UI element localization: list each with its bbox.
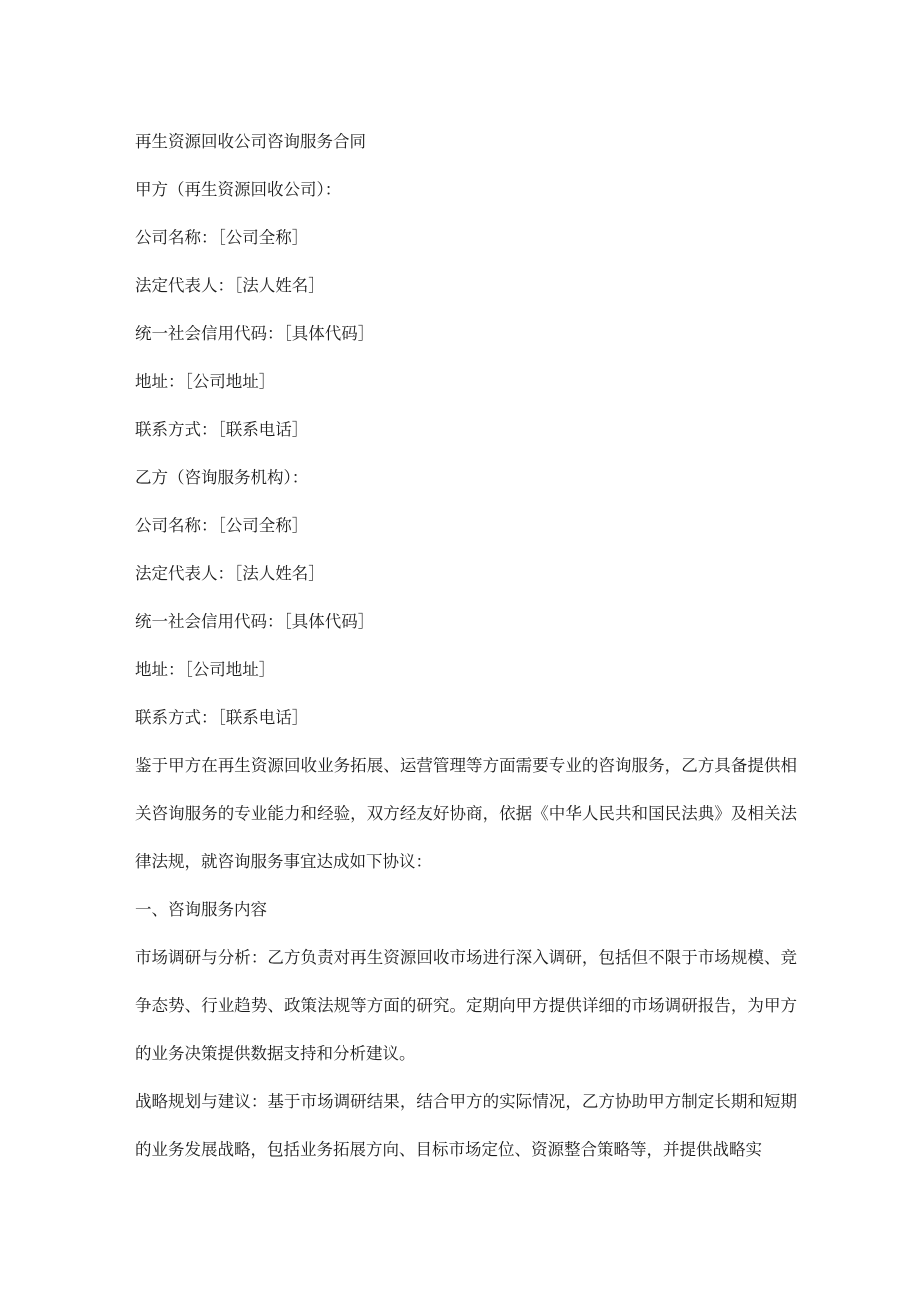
party-b-credit-code: 统一社会信用代码：［具体代码］ (135, 612, 375, 631)
document-body (135, 118, 797, 1174)
item-strategy: 战略规划与建议：基于市场调研结果，结合甲方的实际情况，乙方协助甲方制定长期和短期的业务发展战略，包括业务拓展方向、目标市场定位、资源整合策略等，并提供战略实 (135, 1092, 797, 1159)
party-b-contact: 联系方式：［联系电话］ (135, 708, 309, 727)
party-a-address: 地址：［公司地址］ (135, 372, 276, 391)
party-a-company-name: 公司名称：［公司全称］ (135, 228, 309, 247)
item-market-research: 市场调研与分析：乙方负责对再生资源回收市场进行深入调研，包括但不限于市场规模、竞争态势、行业趋势、政策法规等方面的研究。定期向甲方提供详细的市场调研报告，为甲方的业务决策提供数据支持和分析建议。 (135, 948, 797, 1063)
party-b-address: 地址：［公司地址］ (135, 660, 276, 679)
party-b-heading: 乙方（咨询服务机构）： (135, 468, 309, 487)
party-b-legal-rep: 法定代表人：［法人姓名］ (135, 564, 325, 583)
party-a-contact: 联系方式：［联系电话］ (135, 420, 309, 439)
section-1-heading: 一、咨询服务内容 (135, 900, 267, 919)
document-title: 再生资源回收公司咨询服务合同 (135, 132, 366, 151)
party-a-credit-code: 统一社会信用代码：［具体代码］ (135, 324, 375, 343)
preamble-paragraph: 鉴于甲方在再生资源回收业务拓展、运营管理等方面需要专业的咨询服务，乙方具备提供相关咨询服务的专业能力和经验，双方经友好协商，依据《中华人民共和国民法典》及相关法律法规，就咨询服务事宜达成如下协议： (135, 756, 797, 871)
party-a-legal-rep: 法定代表人：［法人姓名］ (135, 276, 325, 295)
party-a-heading: 甲方（再生资源回收公司）： (135, 180, 342, 199)
party-b-company-name: 公司名称：［公司全称］ (135, 516, 309, 535)
